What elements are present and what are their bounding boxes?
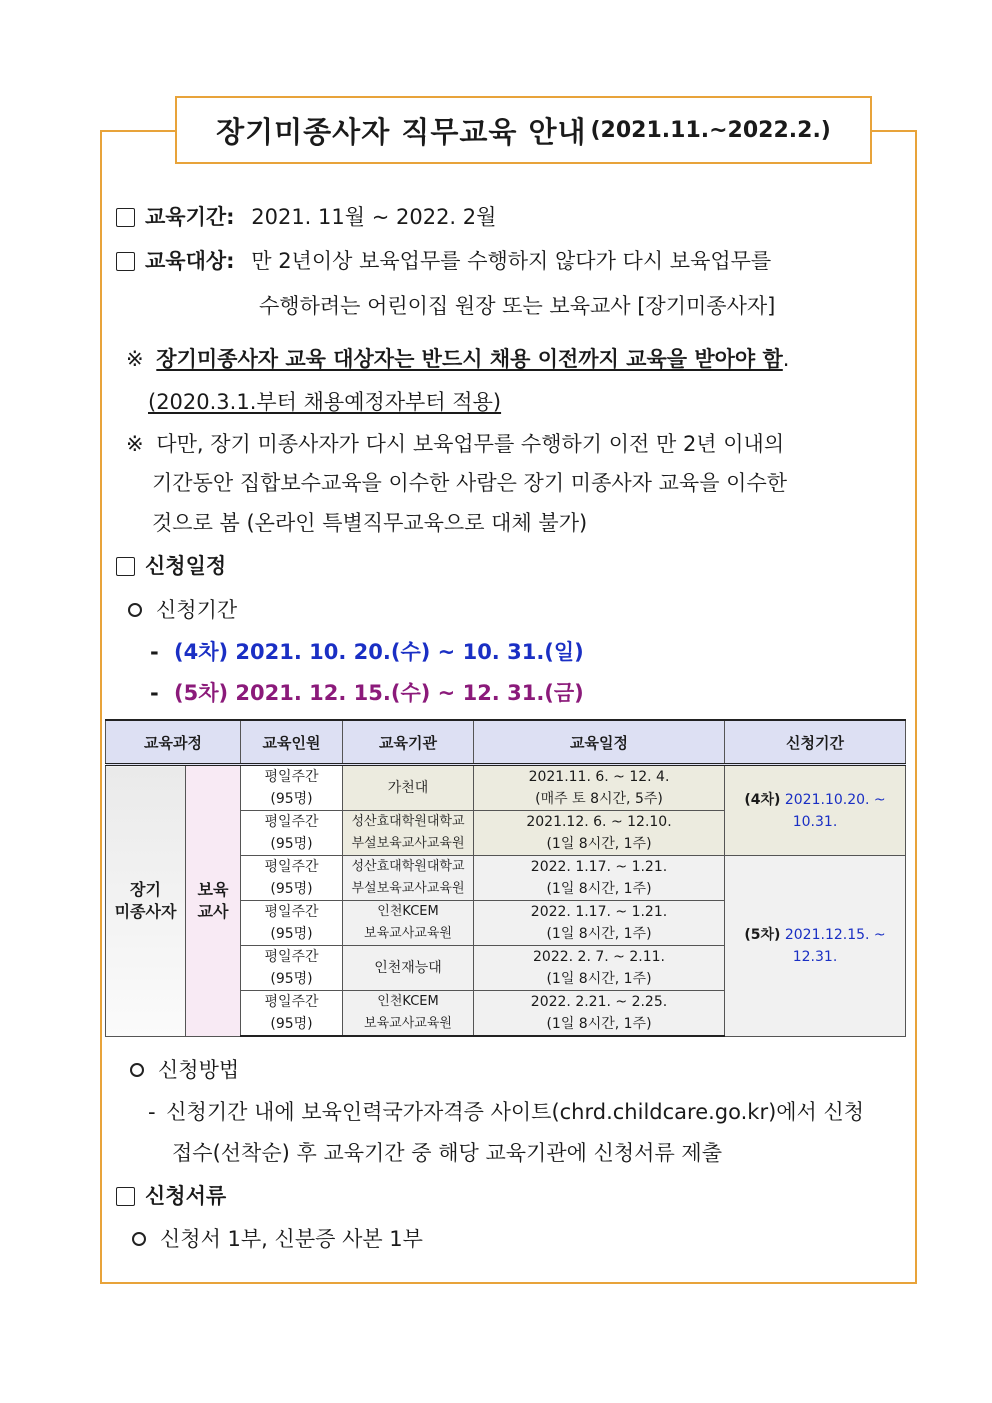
date-cell xyxy=(474,946,725,991)
date-detail: (1일 8시간, 1주) xyxy=(546,836,652,852)
note-2-line2: 기간동안 집합보수교육을 이수한 사람은 장기 미종사자 교육을 이수한 xyxy=(152,471,788,495)
date-detail: (1일 8시간, 1주) xyxy=(546,926,652,942)
org-cell xyxy=(343,901,474,946)
method-text-1: 신청기간 내에 보육인력국가자격증 사이트(chrd.childcare.go.kr)에서 신청 xyxy=(166,1100,865,1124)
col-header: 교육인원 xyxy=(241,720,343,765)
date-cell xyxy=(474,856,725,901)
people-type: 평일주간 xyxy=(264,859,319,875)
people-count: (95명) xyxy=(270,791,313,807)
org-cell xyxy=(343,991,474,1037)
people-count: (95명) xyxy=(270,926,313,942)
people-type: 평일주간 xyxy=(264,904,319,920)
people-count: (95명) xyxy=(270,1016,313,1032)
note-2-line1 xyxy=(126,428,784,458)
people-count: (95명) xyxy=(270,971,313,987)
org-name: 가천대 xyxy=(387,780,429,796)
target-label: 교육대상: xyxy=(145,249,235,273)
round-4-text: (4차) 2021. 10. 20.(수) ~ 10. 31.(일) xyxy=(174,640,584,664)
period-label: 교육기간: xyxy=(145,205,235,229)
course-sub-1: 보육 xyxy=(197,879,229,899)
documents-heading xyxy=(116,1180,226,1210)
date-range: 2021.11. 6. ~ 12. 4. xyxy=(528,769,670,785)
org-cell xyxy=(343,811,474,856)
note-2-text-1: 다만, 장기 미종사자가 다시 보육업무를 수행하기 이전 만 2년 이내의 xyxy=(156,432,785,456)
people-count: (95명) xyxy=(270,836,313,852)
org-name: 인천KCEM xyxy=(377,904,439,919)
circle-bullet-icon xyxy=(128,603,142,617)
date-detail: (매주 토 8시간, 5주) xyxy=(535,791,663,807)
period-value: 2021. 11월 ~ 2022. 2월 xyxy=(251,205,497,229)
people-count: (95명) xyxy=(270,881,313,897)
date-range: 2022. 1.17. ~ 1.21. xyxy=(530,859,668,875)
reference-mark: ※ xyxy=(126,432,144,456)
documents-item xyxy=(132,1223,423,1253)
note-1-sub xyxy=(148,386,501,416)
org-name-2: 보육교사교육원 xyxy=(364,926,452,941)
date-cell xyxy=(474,901,725,946)
col-header: 교육기관 xyxy=(343,720,474,765)
apply-period-4 xyxy=(725,765,906,856)
schedule-period-label: 신청기간 xyxy=(156,598,238,622)
page-title-period: (2021.11.~2022.2.) xyxy=(590,117,831,143)
note-1 xyxy=(126,343,789,373)
apply-round: (4차) xyxy=(744,791,781,808)
org-name: 성산효대학원대학교 xyxy=(351,814,465,829)
date-cell xyxy=(474,811,725,856)
method-heading xyxy=(130,1054,239,1084)
date-range: 2022. 2.21. ~ 2.25. xyxy=(530,994,668,1010)
page-title: 장기미종사자 직무교육 안내 xyxy=(216,114,587,149)
documents-heading-text: 신청서류 xyxy=(145,1184,227,1208)
org-name: 인천KCEM xyxy=(377,994,439,1009)
target-line xyxy=(116,245,771,275)
org-cell xyxy=(343,765,474,811)
method-label: 신청방법 xyxy=(158,1058,240,1082)
note-1-text: 장기미종사자 교육 대상자는 반드시 채용 이전까지 교육을 받아야 함 xyxy=(156,347,783,371)
org-name: 성산효대학원대학교 xyxy=(351,859,465,874)
org-cell xyxy=(343,856,474,901)
course-main-1: 장기 xyxy=(130,879,161,899)
documents-item-text: 신청서 1부, 신분증 사본 1부 xyxy=(160,1227,423,1251)
title-box xyxy=(175,96,872,164)
dash: - xyxy=(150,681,159,705)
course-sub-cell xyxy=(186,765,241,1037)
date-detail: (1일 8시간, 1주) xyxy=(546,971,652,987)
round-5-line xyxy=(150,677,584,707)
people-cell xyxy=(241,946,343,991)
circle-bullet-icon xyxy=(130,1063,144,1077)
checkbox-icon xyxy=(116,1187,135,1206)
note-2-line3: 것으로 봄 (온라인 특별직무교육으로 대체 불가) xyxy=(152,511,588,535)
dash: - xyxy=(148,1100,156,1124)
people-type: 평일주간 xyxy=(264,994,319,1010)
date-detail: (1일 8시간, 1주) xyxy=(546,1016,652,1032)
org-name: 인천재능대 xyxy=(374,960,442,976)
dash: - xyxy=(150,640,159,664)
col-header: 교육일정 xyxy=(474,720,725,765)
note-1-sub-text: (2020.3.1.부터 채용예정자부터 적용) xyxy=(148,390,502,414)
date-range: 2022. 2. 7. ~ 2.11. xyxy=(533,949,665,965)
apply-dates: 2021.12.15. ~ 12.31. xyxy=(784,926,886,965)
org-cell xyxy=(343,946,474,991)
checkbox-icon xyxy=(116,252,135,271)
period-line xyxy=(116,201,496,231)
course-sub-2: 교사 xyxy=(197,901,229,921)
apply-period-5 xyxy=(725,856,906,1037)
org-name-2: 부설보육교사교육원 xyxy=(351,881,465,896)
people-cell xyxy=(241,991,343,1037)
method-line1 xyxy=(148,1096,864,1126)
people-cell xyxy=(241,856,343,901)
reference-mark: ※ xyxy=(126,347,144,371)
schedule-period xyxy=(128,594,237,624)
method-line2: 접수(선착순) 후 교육기간 중 해당 교육기관에 신청서류 제출 xyxy=(172,1141,722,1165)
round-4-line xyxy=(150,636,584,666)
target-line2: 수행하려는 어린이집 원장 또는 보육교사 [장기미종사자] xyxy=(259,294,776,318)
checkbox-icon xyxy=(116,208,135,227)
people-cell xyxy=(241,811,343,856)
round-5-text: (5차) 2021. 12. 15.(수) ~ 12. 31.(금) xyxy=(174,681,584,705)
target-line1: 만 2년이상 보육업무를 수행하지 않다가 다시 보육업무를 xyxy=(251,249,772,273)
checkbox-icon xyxy=(116,557,135,576)
note-1-end: . xyxy=(782,347,790,371)
date-cell xyxy=(474,991,725,1037)
schedule-heading-text: 신청일정 xyxy=(145,554,227,578)
schedule-heading xyxy=(116,550,226,580)
org-name-2: 보육교사교육원 xyxy=(364,1016,452,1031)
course-main-2: 미종사자 xyxy=(114,901,177,921)
col-header: 신청기간 xyxy=(725,720,906,765)
people-type: 평일주간 xyxy=(264,814,319,830)
apply-round: (5차) xyxy=(744,926,781,943)
date-detail: (1일 8시간, 1주) xyxy=(546,881,652,897)
date-range: 2022. 1.17. ~ 1.21. xyxy=(530,904,668,920)
course-main-cell xyxy=(106,765,186,1037)
apply-dates: 2021.10.20. ~ 10.31. xyxy=(784,791,886,830)
people-cell xyxy=(241,765,343,811)
people-cell xyxy=(241,901,343,946)
date-cell xyxy=(474,765,725,811)
org-name-2: 부설보육교사교육원 xyxy=(351,836,465,851)
people-type: 평일주간 xyxy=(264,769,319,785)
circle-bullet-icon xyxy=(132,1232,146,1246)
col-header: 교육과정 xyxy=(106,720,241,765)
schedule-table xyxy=(105,719,906,1037)
date-range: 2021.12. 6. ~ 12.10. xyxy=(526,814,672,830)
people-type: 평일주간 xyxy=(264,949,319,965)
